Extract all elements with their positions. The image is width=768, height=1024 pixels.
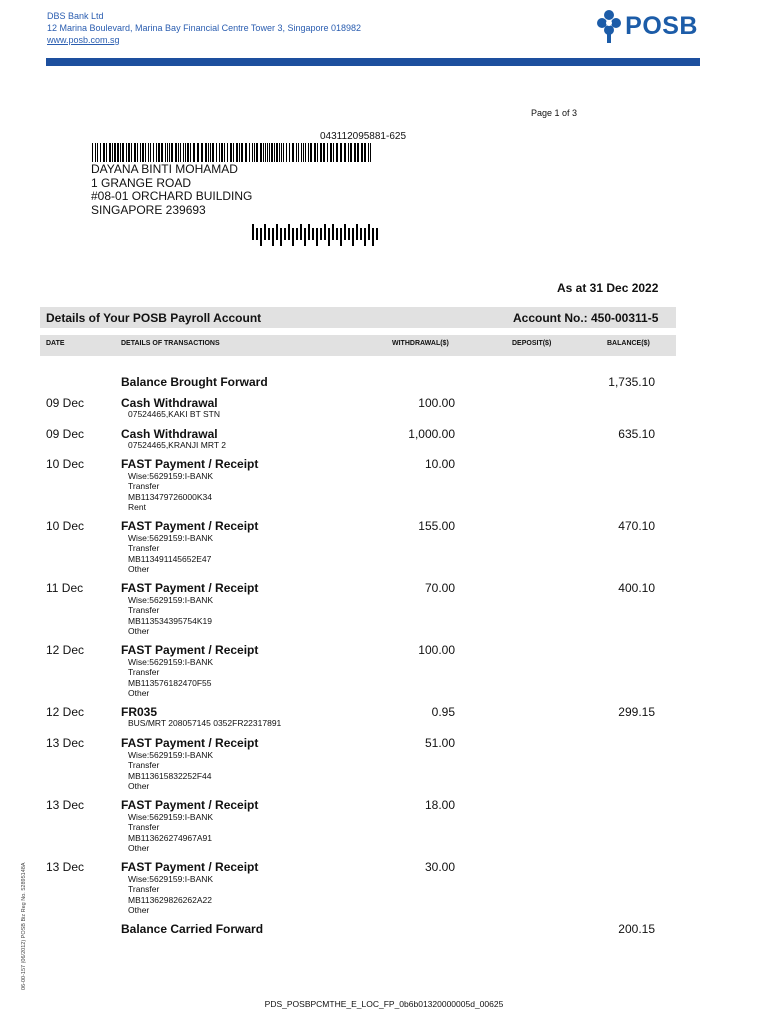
barcode-bar xyxy=(370,143,371,162)
barcode-bar xyxy=(357,143,359,162)
barcode-bar xyxy=(185,143,186,162)
postal-bar xyxy=(372,228,374,246)
recipient-address xyxy=(91,163,252,217)
tx-date: 12 Dec xyxy=(46,705,85,719)
tx-withdrawal: 1,000.00 xyxy=(408,427,455,441)
barcode-bar xyxy=(340,143,342,162)
barcode-bar xyxy=(134,143,136,162)
barcode-bar xyxy=(256,143,258,162)
postal-bar xyxy=(312,228,314,240)
barcode-bar xyxy=(254,143,255,162)
tx-description: Cash Withdrawal xyxy=(121,396,218,410)
tx-detail-line: Transfer xyxy=(128,605,160,616)
barcode-bar xyxy=(267,143,268,162)
postal-bar xyxy=(348,228,350,240)
account-number: Account No.: 450-00311-5 xyxy=(513,311,659,325)
tx-description: Cash Withdrawal xyxy=(121,427,218,441)
bank-info xyxy=(47,10,361,46)
tx-detail-line: MB113534395754K19 xyxy=(128,615,212,626)
address-line-3: SINGAPORE 239693 xyxy=(91,202,206,217)
barcode-bar xyxy=(212,143,214,162)
bank-url-link[interactable]: www.posb.com.sg xyxy=(47,35,120,45)
barcode-bar xyxy=(183,143,184,162)
tx-description: FAST Payment / Receipt xyxy=(121,643,259,657)
tx-detail-line: Other xyxy=(128,843,150,854)
postal-bar xyxy=(328,228,330,246)
barcode-bar xyxy=(320,143,322,162)
barcode-bar xyxy=(187,143,189,162)
postal-bar xyxy=(364,228,366,246)
barcode-bar xyxy=(245,143,247,162)
barcode-bar xyxy=(348,143,349,162)
postal-bar xyxy=(320,228,322,240)
barcode-bar xyxy=(197,143,199,162)
tx-detail-line: Other xyxy=(128,564,150,575)
tx-detail-line: Other xyxy=(128,626,150,637)
tx-date: 13 Dec xyxy=(46,860,85,874)
tx-description: FAST Payment / Receipt xyxy=(121,519,259,533)
barcode-bar xyxy=(361,143,363,162)
postal-bar xyxy=(332,224,334,240)
column-header-withdrawal: WITHDRAWAL($) xyxy=(392,340,449,347)
barcode-bar xyxy=(158,143,160,162)
barcode-bar xyxy=(323,143,325,162)
barcode-bar xyxy=(109,143,111,162)
barcode-bar xyxy=(260,143,262,162)
barcode-bar xyxy=(131,143,132,162)
tx-withdrawal: 155.00 xyxy=(418,519,455,533)
postal-bar xyxy=(336,228,338,240)
recipient-name: DAYANA BINTI MOHAMAD xyxy=(91,162,238,176)
column-header-date: DATE xyxy=(46,340,65,347)
barcode-bar xyxy=(112,143,113,162)
barcode-bar xyxy=(303,143,304,162)
tx-description: FR035 xyxy=(121,705,158,719)
tx-date: 13 Dec xyxy=(46,798,85,812)
tx-balance: 299.15 xyxy=(618,705,655,719)
tx-date: 09 Dec xyxy=(46,427,85,441)
postal-bar xyxy=(296,228,298,240)
barcode-bar xyxy=(142,143,144,162)
tx-detail-line: Transfer xyxy=(128,543,160,554)
barcode-bar xyxy=(354,143,356,162)
tx-withdrawal: 30.00 xyxy=(424,860,455,874)
barcode-bar xyxy=(140,143,141,162)
barcode-bar xyxy=(344,143,346,162)
barcode-bar xyxy=(190,143,191,162)
barcode-bar xyxy=(216,143,217,162)
barcode-bar xyxy=(305,143,306,162)
barcode-bar xyxy=(276,143,278,162)
tx-balance: 1,735.10 xyxy=(608,375,655,389)
barcode-bar xyxy=(137,143,138,162)
tx-detail-line: Transfer xyxy=(128,822,160,833)
postal-bar xyxy=(368,224,370,240)
barcode-bar xyxy=(117,143,119,162)
postal-bar xyxy=(308,224,310,240)
barcode-bar xyxy=(120,143,121,162)
tx-detail-line: Other xyxy=(128,781,150,792)
barcode-bar xyxy=(165,143,166,162)
posb-emblem-icon xyxy=(597,9,621,43)
barcode-bar xyxy=(219,143,220,162)
barcode-bar xyxy=(156,143,157,162)
column-header-balance: BALANCE($) xyxy=(607,340,650,347)
barcode-bar xyxy=(327,143,328,162)
barcode-bar xyxy=(122,143,124,162)
postal-barcode-image xyxy=(252,224,382,246)
postal-bar xyxy=(352,228,354,246)
postal-bar xyxy=(272,228,274,246)
barcode-bar xyxy=(301,143,302,162)
barcode-bar xyxy=(95,143,96,162)
postal-bar xyxy=(256,228,258,240)
tx-balance: 635.10 xyxy=(618,427,655,441)
barcode-bar xyxy=(314,143,316,162)
tx-detail-line: Wise:5629159:I-BANK xyxy=(128,471,214,481)
tx-detail-line: MB113615832252F44 xyxy=(128,770,212,781)
tx-withdrawal: 51.00 xyxy=(424,736,455,750)
barcode-bar xyxy=(364,143,366,162)
tx-description: FAST Payment / Receipt xyxy=(121,798,259,812)
barcode-bar xyxy=(97,143,98,162)
barcode-bar xyxy=(153,143,154,162)
postal-bar xyxy=(316,228,318,246)
postal-bar xyxy=(284,228,286,240)
barcode-bar xyxy=(150,143,151,162)
barcode-bar xyxy=(265,143,266,162)
barcode-bar xyxy=(128,143,130,162)
page-number: Page 1 of 3 xyxy=(531,108,578,118)
barcode-bar xyxy=(148,143,149,162)
tx-detail-line: Transfer xyxy=(128,884,160,895)
tx-withdrawal: 100.00 xyxy=(418,396,455,410)
barcode-bar xyxy=(368,143,369,162)
postal-bar xyxy=(340,228,342,246)
barcode-bar xyxy=(169,143,170,162)
tx-detail-line: Other xyxy=(128,688,150,699)
barcode-bar xyxy=(296,143,297,162)
barcode-bar xyxy=(171,143,173,162)
bank-name: DBS Bank Ltd xyxy=(47,11,104,21)
address-line-1: 1 GRANGE ROAD xyxy=(91,175,192,190)
tx-detail-line: Wise:5629159:I-BANK xyxy=(128,533,214,543)
postal-bar xyxy=(260,228,262,246)
tx-date: 10 Dec xyxy=(46,457,85,471)
address-line-2: #08-01 ORCHARD BUILDING xyxy=(91,189,253,203)
side-reg-text: 06-00-157 (06/2012) POSB Biz Reg No. 52895148A xyxy=(21,862,27,990)
tx-detail-line: Wise:5629159:I-BANK xyxy=(128,595,214,605)
barcode-bar xyxy=(145,143,146,162)
tx-detail-line: 07524465,KAKI BT STN xyxy=(128,409,220,419)
tx-detail-line: Wise:5629159:I-BANK xyxy=(128,812,214,822)
tx-detail-line: Wise:5629159:I-BANK xyxy=(128,750,214,760)
barcode-bar xyxy=(193,143,195,162)
tx-description: FAST Payment / Receipt xyxy=(121,457,259,471)
tx-date: 13 Dec xyxy=(46,736,85,750)
tx-detail-line: MB113629826262A22 xyxy=(128,894,212,905)
barcode-bar xyxy=(333,143,334,162)
barcode-bar xyxy=(208,143,209,162)
tx-detail-line: MB113479726000K34 xyxy=(128,491,212,502)
logo-text: POSB xyxy=(625,11,698,40)
barcode-bar xyxy=(317,143,318,162)
tx-balance: 400.10 xyxy=(618,581,655,595)
postal-bar xyxy=(292,228,294,246)
barcode-bar xyxy=(233,143,234,162)
tx-detail-line: Transfer xyxy=(128,760,160,771)
barcode-bar xyxy=(210,143,211,162)
postal-bar xyxy=(300,224,302,240)
tx-balance: 470.10 xyxy=(618,519,655,533)
column-header-deposit: DEPOSIT($) xyxy=(512,340,552,347)
tx-detail-line: Transfer xyxy=(128,667,160,678)
tx-description: FAST Payment / Receipt xyxy=(121,581,259,595)
tx-detail-line: MB113576182470F55 xyxy=(128,677,212,688)
tx-balance: 200.15 xyxy=(618,922,655,936)
tx-detail-line: MB113626274967A91 xyxy=(128,832,212,843)
posb-logo xyxy=(597,8,698,44)
column-header-details: DETAILS OF TRANSACTIONS xyxy=(121,340,220,347)
postal-bar xyxy=(280,228,282,246)
postal-bar xyxy=(304,228,306,246)
barcode-bar xyxy=(201,143,203,162)
tx-detail-line: Wise:5629159:I-BANK xyxy=(128,874,214,884)
barcode-bar xyxy=(106,143,107,162)
postal-bar xyxy=(360,228,362,240)
bank-address: 12 Marina Boulevard, Marina Bay Financial Centre Tower 3, Singapore 018982 xyxy=(47,23,362,33)
barcode-bar xyxy=(114,143,116,162)
barcode-bar xyxy=(180,143,181,162)
barcode-bar xyxy=(292,143,294,162)
barcode-bar xyxy=(178,143,179,162)
barcode-bar xyxy=(286,143,287,162)
barcode-bar xyxy=(289,143,290,162)
barcode-bar xyxy=(230,143,232,162)
account-title: Details of Your POSB Payroll Account xyxy=(46,311,262,325)
tx-description: FAST Payment / Receipt xyxy=(121,736,259,750)
barcode-bar xyxy=(241,143,243,162)
barcode-bar xyxy=(336,143,338,162)
postal-bar xyxy=(252,224,254,240)
tx-withdrawal: 70.00 xyxy=(424,581,455,595)
barcode-bar xyxy=(100,143,101,162)
tx-date: 09 Dec xyxy=(46,396,85,410)
barcode-bar xyxy=(263,143,264,162)
barcode-bar xyxy=(350,143,352,162)
brand-divider-bar xyxy=(46,58,700,66)
postal-bar xyxy=(264,224,266,240)
tx-detail-line: MB113491145652E47 xyxy=(128,553,212,564)
tx-withdrawal: 10.00 xyxy=(424,457,455,471)
barcode-bar xyxy=(308,143,309,162)
barcode-bar xyxy=(224,143,225,162)
barcode-bar xyxy=(283,143,284,162)
barcode-bar xyxy=(252,143,253,162)
postal-bar xyxy=(356,224,358,240)
barcode-bar xyxy=(269,143,270,162)
barcode-bar xyxy=(126,143,127,162)
tx-detail-line: 07524465,KRANJI MRT 2 xyxy=(128,440,226,450)
barcode-bar xyxy=(279,143,280,162)
barcode-bar xyxy=(167,143,168,162)
barcode-bar xyxy=(103,143,105,162)
postal-bar xyxy=(376,228,378,240)
barcode-bar xyxy=(175,143,177,162)
tx-withdrawal: 18.00 xyxy=(424,798,455,812)
postal-bar xyxy=(276,224,278,240)
postal-bar xyxy=(324,224,326,240)
tx-withdrawal: 100.00 xyxy=(418,643,455,657)
tx-withdrawal: 0.95 xyxy=(431,705,455,719)
barcode-bar xyxy=(205,143,207,162)
tx-detail-line: Wise:5629159:I-BANK xyxy=(128,657,214,667)
postal-bar xyxy=(344,224,346,240)
barcode-bar xyxy=(310,143,312,162)
tx-description: FAST Payment / Receipt xyxy=(121,860,259,874)
postal-bar xyxy=(268,228,270,240)
barcode-bar xyxy=(281,143,282,162)
footer-code: PDS_POSBPCMTHE_E_LOC_FP_0b6b01320000005d_00625 xyxy=(264,999,504,1009)
barcode-bar xyxy=(249,143,250,162)
barcode-bar xyxy=(221,143,223,162)
barcode-bar xyxy=(227,143,228,162)
tx-date: 11 Dec xyxy=(46,581,84,595)
statement-date: As at 31 Dec 2022 xyxy=(557,281,659,295)
barcode-bar xyxy=(92,143,93,162)
barcode-bar xyxy=(330,143,332,162)
tx-date: 12 Dec xyxy=(46,643,85,657)
tx-detail-line: Rent xyxy=(128,502,146,513)
barcode-image xyxy=(92,143,374,162)
tx-detail-line: BUS/MRT 208057145 0352FR22317891 xyxy=(128,718,282,728)
tx-description: Balance Brought Forward xyxy=(121,375,268,389)
tx-detail-line: Other xyxy=(128,905,150,916)
tx-detail-line: Transfer xyxy=(128,481,160,492)
barcode-bar xyxy=(236,143,238,162)
barcode-bar xyxy=(239,143,240,162)
tx-date: 10 Dec xyxy=(46,519,85,533)
barcode-bar xyxy=(274,143,275,162)
barcode-bar xyxy=(271,143,273,162)
postal-bar xyxy=(288,224,290,240)
barcode-number: 043112095881-625 xyxy=(320,131,407,142)
barcode-bar xyxy=(298,143,299,162)
tx-description: Balance Carried Forward xyxy=(121,922,264,936)
barcode-bar xyxy=(161,143,163,162)
